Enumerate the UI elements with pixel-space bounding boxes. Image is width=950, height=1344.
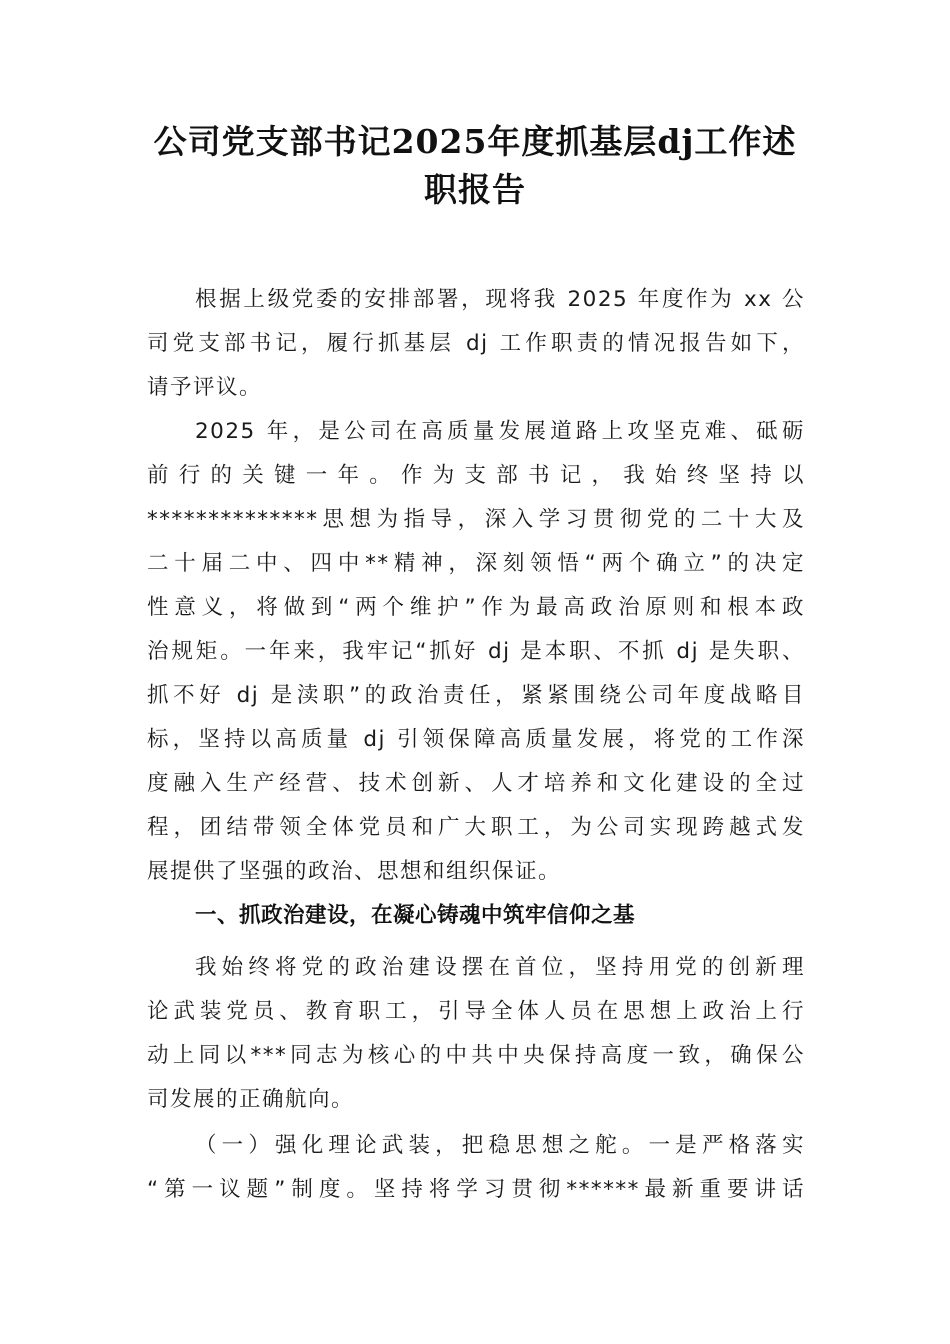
document-title — [140, 118, 810, 214]
paragraph-line: 展提供了坚强的政治、思想和组织保证。 — [147, 859, 562, 884]
paragraph-line: 抓不好 dj 是渎职”的政治责任，紧紧围绕公司年度战略目 — [147, 683, 805, 708]
title-line-2: 职报告 — [424, 170, 526, 209]
paragraph-theory-study — [147, 1124, 805, 1212]
title-line-1: 公司党支部书记2025年度抓基层dj工作述 — [153, 122, 797, 161]
paragraph-line: 治规矩。一年来，我牢记“抓好 dj 是本职、不抓 dj 是失职、 — [147, 639, 805, 664]
paragraph-line: 请予评议。 — [147, 375, 263, 400]
paragraph-line: 2025 年，是公司在高质量发展道路上攻坚克难、砥砺 — [195, 419, 805, 444]
paragraph-political-building — [147, 946, 805, 1122]
paragraph-overview — [147, 410, 805, 894]
paragraph-line: 根据上级党委的安排部署，现将我 2025 年度作为 xx 公 — [195, 287, 805, 312]
paragraph-line: 二十届二中、四中**精神，深刻领悟“两个确立”的决定 — [147, 551, 805, 576]
paragraph-line: 性意义，将做到“两个维护”作为最高政治原则和根本政 — [147, 595, 805, 620]
paragraph-line: 度融入生产经营、技术创新、人才培养和文化建设的全过 — [147, 771, 805, 796]
paragraph-line: 我始终将党的政治建设摆在首位，坚持用党的创新理 — [195, 955, 805, 980]
paragraph-line: 司党支部书记，履行抓基层 dj 工作职责的情况报告如下， — [147, 331, 805, 356]
paragraph-line: 前行的关键一年。作为支部书记，我始终坚持以 — [147, 463, 805, 488]
paragraph-line: **************思想为指导，深入学习贯彻党的二十大及 — [147, 507, 805, 532]
paragraph-line: “第一议题”制度。坚持将学习贯彻******最新重要讲话 — [147, 1177, 805, 1202]
section-heading: 一、抓政治建设，在凝心铸魂中筑牢信仰之基 — [195, 903, 636, 928]
paragraph-intro — [147, 278, 805, 410]
paragraph-line: 动上同以***同志为核心的中共中央保持高度一致，确保公 — [147, 1043, 805, 1068]
paragraph-line: 程，团结带领全体党员和广大职工，为公司实现跨越式发 — [147, 815, 805, 840]
paragraph-line: 司发展的正确航向。 — [147, 1087, 355, 1112]
paragraph-line: 论武装党员、教育职工，引导全体人员在思想上政治上行 — [147, 999, 805, 1024]
paragraph-line: （一）强化理论武装，把稳思想之舵。一是严格落实 — [195, 1133, 805, 1158]
paragraph-line: 标，坚持以高质量 dj 引领保障高质量发展，将党的工作深 — [147, 727, 805, 752]
